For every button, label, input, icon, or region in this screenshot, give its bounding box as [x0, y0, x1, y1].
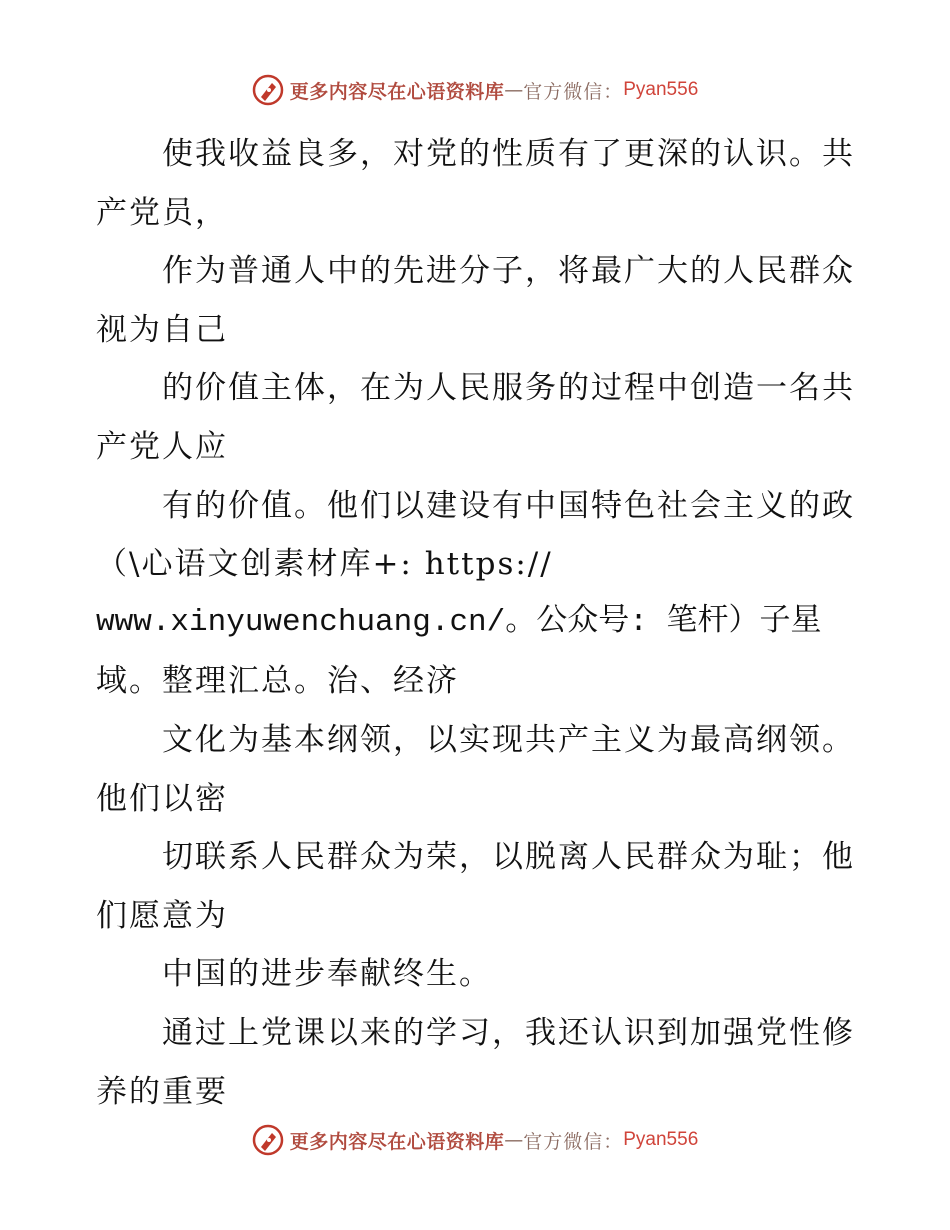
text-line: 切联系人民群众为荣，以脱离人民群众为耻；他 — [96, 839, 855, 876]
text-line: 使我收益良多，对党的性质有了更深的认识。共 — [96, 136, 855, 172]
text-line: 养的重要 — [96, 1073, 228, 1110]
text-line: （\心语文创素材库+: https:// — [96, 546, 553, 583]
text-line: 中国的进步奉献终生。 — [96, 956, 492, 993]
watermark-wechat-label: 官方微信： — [523, 1130, 624, 1153]
text-line: 有的价值。他们以建设有中国特色社会主义的政 — [96, 487, 855, 524]
text-line: 文化为基本纲领，以实现共产主义为最高纲领。 — [96, 721, 855, 758]
text-line: 的价值主体，在为人民服务的过程中创造一名共 — [96, 370, 855, 407]
header-watermark — [0, 70, 950, 110]
text-line: 产党人应 — [96, 428, 228, 465]
text-line: 他们以密 — [96, 780, 228, 817]
watermark-wechat-id: Pyan556 — [623, 79, 699, 100]
text-line: 产党员， — [96, 194, 228, 231]
text-line: www.xinyuwenchuang.cn/。公众号: 笔杆）子星 — [96, 604, 822, 640]
text-line: 域。整理汇总。治、经济 — [96, 663, 459, 700]
text-line: 们愿意为 — [96, 897, 228, 934]
watermark-main-text: 更多内容尽在心语资料库 — [289, 1130, 505, 1153]
watermark-wechat-id: Pyan556 — [623, 1129, 699, 1150]
text-line: 视为自己 — [96, 311, 228, 348]
watermark-dash: — — [504, 1129, 524, 1151]
watermark-wechat-label: 官方微信： — [523, 80, 624, 103]
watermark-main-text: 更多内容尽在心语资料库 — [289, 80, 505, 103]
pen-nib-logo-icon — [252, 1124, 284, 1156]
pen-nib-logo-icon — [252, 74, 284, 106]
footer-watermark — [0, 1120, 950, 1160]
text-line: 作为普通人中的先进分子，将最广大的人民群众 — [96, 253, 855, 290]
document-body — [96, 125, 866, 1121]
text-line: 通过上党课以来的学习，我还认识到加强党性修 — [96, 1014, 855, 1051]
watermark-dash: — — [504, 79, 524, 101]
